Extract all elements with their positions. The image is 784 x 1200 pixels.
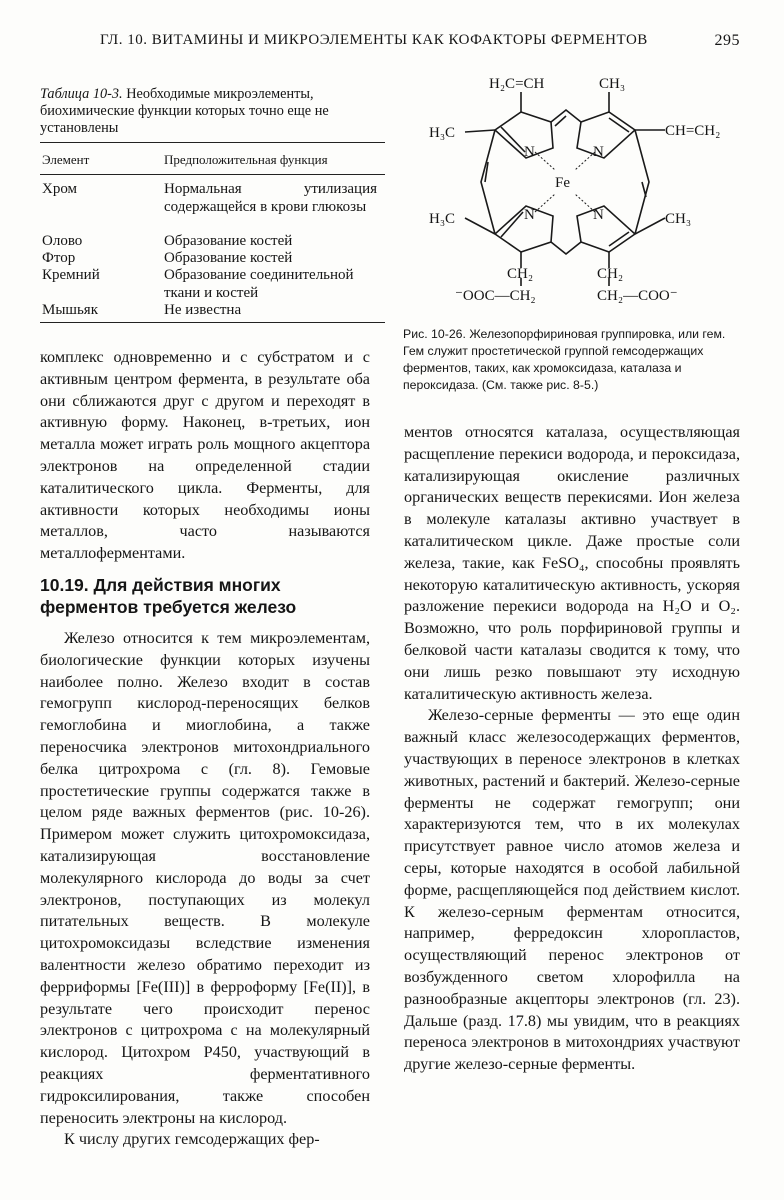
paragraph-metal-role: комплекс одновременно и с субстратом и с активным центром фермента, в результате оба они сближаются друг с другом и переходят в активную форму. Наконец, в-третьих, ион металла может играть роль мощного акцептора электронов на определенной стадии каталитического цикла. Ферменты, для активности которых необходимы ионы металлов, часто называются металлоферментами. — [40, 348, 370, 563]
label-ch3-right: CH₃ — [665, 211, 692, 227]
table-caption — [40, 86, 385, 137]
label-h3c-left: H₃C — [429, 125, 456, 141]
paragraph-iron-sulfur: Железо-серные ферменты — это еще один важный класс железосодержащих ферментов, участвующих в переносе электронов в клетках животных, растений и бактерий. Железо-серные ферменты не содержат гемогрупп; они характеризуются тем, что в их молекулах присутствует равное число атомов железа и серы, которые находятся в особой лабильной форме, расщепляющейся под действием кислот. К железо-серным ферментам относится, например, ферредоксин хлоропластов, осуществляющий перенос электронов от возбужденного светом хлорофилла на разнообразные акцепторы электронов (гл. 23). Дальше (разд. 17.8) мы увидим, что в реакциях переноса электронов в митохондриях участвуют другие железо-серные ферменты. — [404, 706, 740, 1074]
paragraph-heme-enzymes-start: К числу других гемсодержащих фер- — [64, 1130, 320, 1149]
table-cell-function: Образование костей — [164, 233, 293, 249]
table-cell-function: Нормальная утилизация содержащейся в крови глюкозы — [164, 181, 377, 215]
label-ch3-top: CH₃ — [599, 76, 626, 92]
label-n: N — [593, 207, 604, 223]
table-rule-top — [40, 142, 385, 143]
table-cell-function: Образование соединительной ткани и костей — [164, 267, 354, 301]
right-column — [404, 422, 740, 1076]
table-cell-element: Фтор — [42, 250, 76, 266]
label-vinyl-top: H₂C=CH — [489, 76, 545, 92]
table-caption-text: Необходимые микроэлементы, биохимические функции которых точно еще не установлены — [40, 86, 329, 136]
table-cell-element: Мышьяк — [42, 302, 98, 318]
table-rule-mid — [40, 174, 385, 175]
running-title: ГЛ. 10. ВИТАМИНЫ И МИКРОЭЛЕМЕНТЫ КАК КОФАКТОРЫ ФЕРМЕНТОВ — [100, 32, 648, 48]
label-vinyl-right: CH=CH₂ — [665, 123, 721, 139]
label-n: N — [524, 207, 535, 223]
paragraph-iron: Железо относится к тем микроэлементам, биологические функции которых изучены наиболее полно. Железо входит в состав гемогрупп кислород-переносящих белков гемоглобина и миоглобина, а также переносчика электронов митохондриального белка цитрохрома c (гл. 8). Гемовые простетические группы содержатся также в целом ряде важных ферментов (рис. 10-26). Примером может служить цитохромоксидаза, катализирующая восстановление молекулярного кислорода до воды за счет электронов, поступающих из молекул питательных веществ. В молекуле цитохромоксидазы вследствие изменения валентности железо обратимо переходит из ферриформы [Fe(III)] в ферроформу [Fe(II)], в результате чего происходит перенос электронов с цитрохрома c на молекулярный кислород. Цитохром P450, участвующий в реакциях ферментативного гидроксилирования, также способен переносить электроны на кислород. — [40, 629, 370, 1127]
table-cell-element: Кремний — [42, 267, 100, 283]
table-header-function: Предположительная функция — [164, 152, 328, 167]
label-h3c-left-lower: H₃C — [429, 211, 456, 227]
section-title: 10.19. Для действия многих ферментов требуется железо — [40, 575, 297, 617]
left-column-top — [40, 347, 370, 565]
table-cell-function: Не известна — [164, 302, 242, 318]
heme-structure-diagram — [403, 72, 743, 312]
table-label: Таблица 10-3. — [40, 86, 123, 102]
label-n: N — [593, 144, 604, 160]
figure-caption: Рис. 10-26. Железопорфириновая группировка, или гем. Гем служит простетической группой гемсодержащих ферментов, таких, как хромоксидаза, каталаза и пероксидаза. (См. также рис. 8-5.) — [403, 327, 726, 392]
paragraph-catalase: ментов относятся каталаза, осуществляющая расщепление перекиси водорода, и пероксидаза, катализирующая окисление различных органических веществ перекисями. Ион железа в молекуле каталазы активно участвует в каталитическом цикле. Даже простые соли железа, такие, как FeSO₄, способны проявлять некоторую каталитическую активность, ускоряя разложение перекиси водорода на H₂O и O₂. Возможно, что роль порфириновой группы и белковой части каталазы сводится к тому, что они лишь резко повышают эту исходную каталитическую активность железа. — [404, 423, 740, 703]
table-rule-bottom — [40, 322, 385, 323]
label-ch2-left: CH₂ — [507, 266, 534, 282]
table-header-element: Элемент — [42, 152, 90, 167]
left-column-body — [40, 628, 370, 1151]
table-cell-element: Олово — [42, 233, 83, 249]
label-n: N — [524, 144, 535, 160]
table-cell-element: Хром — [42, 181, 78, 197]
page-number: 295 — [714, 32, 740, 49]
label-coo-right: CH₂—COO⁻ — [597, 288, 678, 304]
running-header — [100, 32, 740, 49]
table-cell-function: Образование костей — [164, 250, 293, 266]
label-ch2-right: CH₂ — [597, 266, 624, 282]
label-ooc-left: ⁻OOC—CH₂ — [455, 288, 536, 304]
label-fe: Fe — [555, 175, 570, 191]
